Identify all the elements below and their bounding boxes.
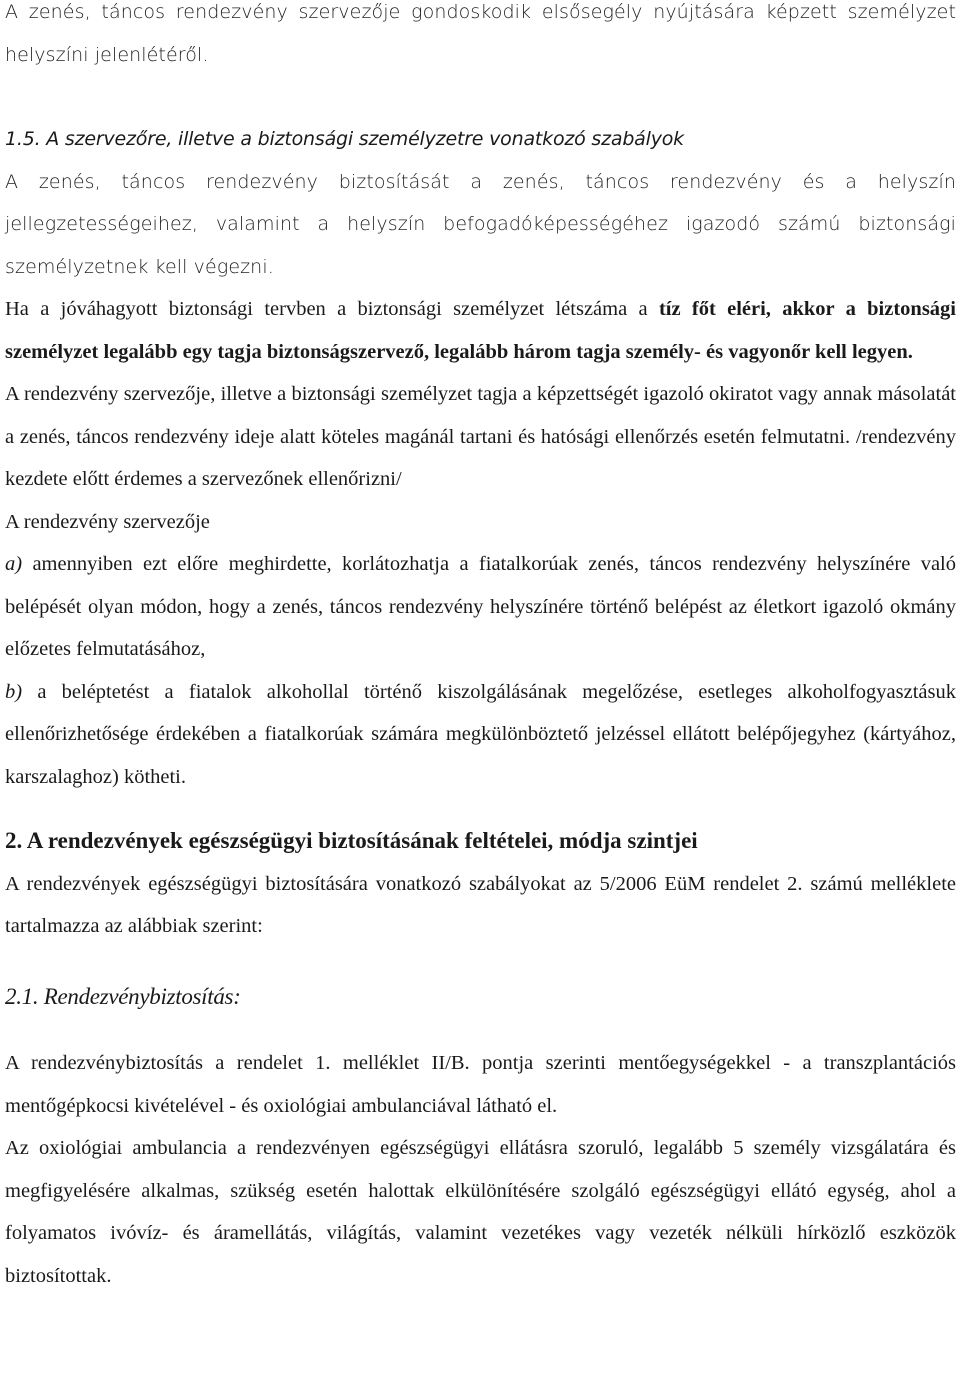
paragraph-item-a xyxy=(5,543,956,671)
paragraph-security-plan-text: Ha a jóváhagyott biztonsági tervben a biztonsági személyzet létszáma a xyxy=(5,298,659,320)
paragraph-qualification: A rendezvény szervezője, illetve a biztonsági személyzet tagja a képzettségét igazoló okiratot vagy annak másolatát a zenés, táncos rendezvény ideje alatt köteles magánál tartani és hatósági ellenőrzés esetén felmutatni. /rendezvény kezdete előtt érdemes a szervezőnek ellenőrizni/ xyxy=(5,383,956,490)
item-a-text: amennyiben ezt előre meghirdette, korlátozhatja a fiatalkorúak zenés, táncos rendezvény helyszínére való belépését olyan módon, hogy a zenés, táncos rendezvény helyszínére történő belépést az életkort igazoló okmány előzetes felmutatásához, xyxy=(5,553,956,660)
document-page xyxy=(5,0,956,1297)
paragraph-health-rules: A rendezvények egészségügyi biztosítására vonatkozó szabályokat az 5/2006 EüM rendelet 2. számú melléklete tartalmazza az alábbiak szerint: xyxy=(5,872,956,937)
paragraph-security-staff: A zenés, táncos rendezvény biztosítását a zenés, táncos rendezvény és a helyszín jellegzetességeihez, valamint a helyszín befogadóképességéhez igazodó számú biztonsági személyzetnek kell végezni. xyxy=(5,170,956,278)
item-a-label: a) xyxy=(5,553,23,575)
paragraph-first-aid: A zenés, táncos rendezvény szervezője gondoskodik elsősegély nyújtására képzett személyzet helyszíni jelenlétéről. xyxy=(5,1,956,66)
item-b-text: a beléptetést a fiatalok alkohollal történő kiszolgálásának megelőzése, esetleges alkoholfogyasztásuk ellenőrizhetősége érdekében a fiatalkorúak számára megkülönböztető jelzéssel ellátott belépőjegyhez (kártyához, karszalaghoz) kötheti. xyxy=(5,680,956,788)
paragraph-ambulance: Az oxiológiai ambulancia a rendezvényen egészségügyi ellátásra szoruló, legalább 5 személy vizsgálatára és megfigyelésére alkalmas, szükség esetén halottak elkülönítésére szolgáló egészségügyi ellátó egység, ahol a folyamatos ivóvíz- és áramellátás, világítás, valamint vezetékes vagy vezeték nélküli hírközlő eszközök biztosítottak. xyxy=(5,1137,956,1287)
paragraph-security-plan xyxy=(5,288,956,373)
section-heading-2-1: 2.1. Rendezvénybiztosítás: xyxy=(5,983,241,1009)
paragraph-security-plan-bold: tíz főt eléri, akkor a biztonsági személyzet legalább egy tagja biztonságszervező, legalább három tagja személy- és vagyonőr kell legyen. xyxy=(5,298,956,363)
spacer xyxy=(5,1018,956,1042)
spacer xyxy=(5,76,956,118)
paragraph-event-insurance: A rendezvénybiztosítás a rendelet 1. melléklet II/B. pontja szerinti mentőegységekkel - a transzplantációs mentőgépkocsi kivételével - és oxiológiai ambulanciával látható el. xyxy=(5,1052,956,1117)
paragraph-item-b xyxy=(5,671,956,799)
item-b-label: b) xyxy=(5,680,23,703)
section-heading-2: 2. A rendezvények egészségügyi biztosításának feltételei, módja szintjei xyxy=(5,828,698,853)
paragraph-organizer-intro: A rendezvény szervezője xyxy=(5,510,210,533)
section-heading-1-5: 1.5. A szervezőre, illetve a biztonsági személyzetre vonatkozó szabályok xyxy=(5,128,684,150)
